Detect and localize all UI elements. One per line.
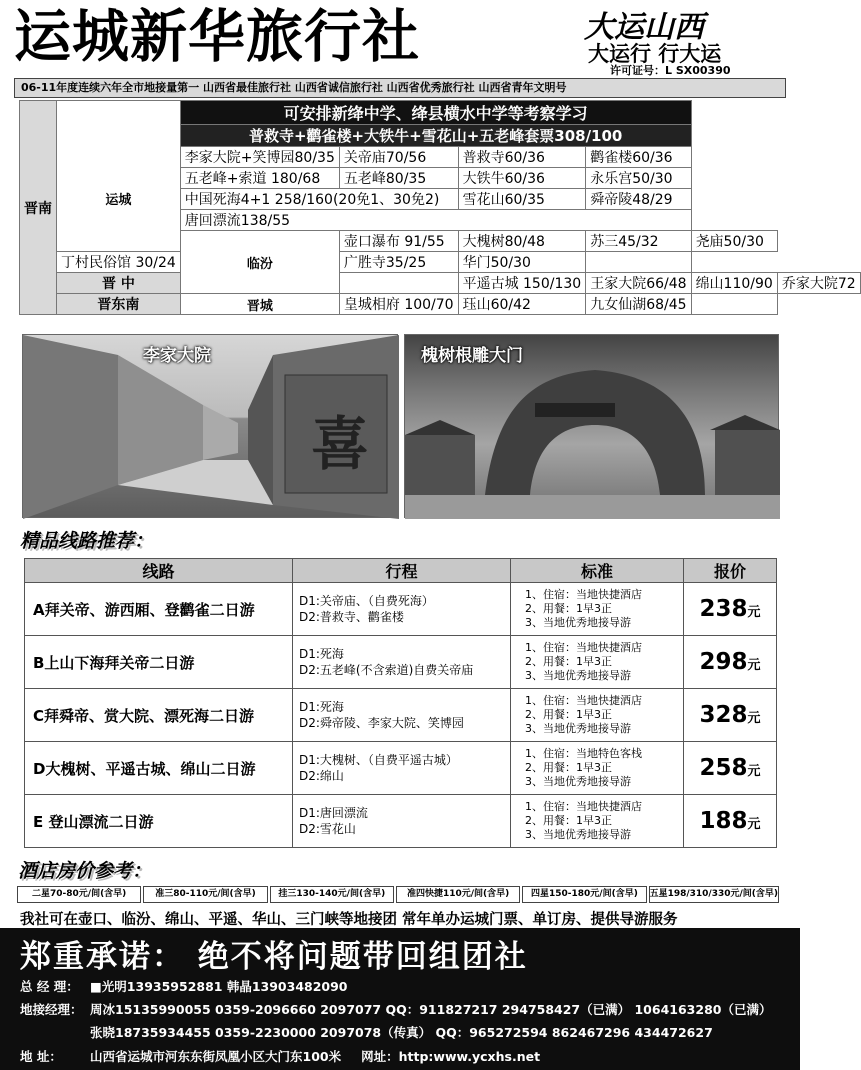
price-cell: 九女仙湖68/45 [586, 294, 691, 315]
website-label: 网址： [361, 1049, 399, 1064]
honors-bar: 06-11年度连续六年全市地接量第一 山西省最佳旅行社 山西省诚信旅行社 山西省优秀旅行社 山西省青年文明号 [14, 78, 786, 98]
region-jinnan: 晋南 [20, 101, 57, 315]
price-cell: 舜帝陵48/29 [586, 189, 691, 210]
price-cell: 华门50/30 [458, 252, 586, 273]
photo-tree-root-gate [404, 334, 779, 518]
day2: D2:五老峰(不含索道)自费关帝庙 [299, 663, 474, 677]
local-manager-line [20, 1000, 771, 1018]
city-yuncheng: 运城 [57, 147, 181, 252]
day1: D1:死海 [299, 647, 344, 661]
route-itinerary [293, 583, 511, 636]
price-cell: 鹳雀楼60/36 [586, 147, 691, 168]
route-price [684, 795, 777, 848]
day1: D1:死海 [299, 700, 344, 714]
std-meals: 2、用餐：1早3正 [525, 655, 612, 668]
price-value: 258 [699, 755, 748, 781]
price-cell: 中国死海4+1 258/160(20免1、30免2) [180, 189, 458, 210]
route-name: E 登山漂流二日游 [25, 795, 293, 848]
price-value: 188 [699, 808, 748, 834]
std-guide: 3、当地优秀地接导游 [525, 722, 631, 735]
price-value: 238 [699, 596, 748, 622]
route-name: A拜关帝、游西厢、登鹳雀二日游 [25, 583, 293, 636]
price-cell: 皇城相府 100/70 [339, 294, 458, 315]
col-header-route: 线路 [25, 559, 293, 583]
price-cell: 大槐树80/48 [458, 231, 586, 252]
price-cell: 壶口瀑布 91/55 [339, 231, 458, 252]
price-cell: 广胜寺35/25 [339, 252, 458, 273]
price-cell: 关帝庙70/56 [339, 147, 458, 168]
std-lodging: 1、住宿：当地快捷酒店 [525, 694, 642, 707]
std-guide: 3、当地优秀地接导游 [525, 828, 631, 841]
address-label: 地 址： [20, 1049, 62, 1064]
services-statement: 我社可在壶口、临汾、绵山、平遥、华山、三门峡等地接团 常年单办运城门票、单订房、提供导游服务 [20, 912, 678, 928]
price-cell: 苏三45/32 [586, 231, 691, 252]
door-character: 喜 [311, 410, 370, 478]
route-row [25, 742, 777, 795]
route-price [684, 742, 777, 795]
city-linfen: 临汾 [180, 231, 339, 294]
route-name: D大槐树、平遥古城、绵山二日游 [25, 742, 293, 795]
hotel-price-item: 五星198/310/330元/间(含早) [649, 886, 779, 903]
hotel-price-item: 准三80-110元/间(含早) [143, 886, 267, 903]
price-unit: 元 [747, 764, 761, 779]
price-unit: 元 [747, 605, 761, 620]
route-standard [511, 689, 684, 742]
route-standard [511, 742, 684, 795]
photo-caption-gate: 槐树根雕大门 [421, 346, 523, 366]
region-jinzhong: 晋 中 [57, 273, 181, 294]
route-standard [511, 636, 684, 689]
std-guide: 3、当地优秀地接导游 [525, 775, 631, 788]
route-itinerary [293, 742, 511, 795]
route-standard [511, 795, 684, 848]
day2: D2:绵山 [299, 769, 344, 783]
price-cell: 平遥古城 150/130 [458, 273, 586, 294]
day1: D1:大槐树、（自费平遥古城） [299, 753, 458, 767]
std-lodging: 1、住宿：当地快捷酒店 [525, 641, 642, 654]
hotel-price-item: 四星150-180元/间(含早) [522, 886, 646, 903]
std-meals: 2、用餐：1早3正 [525, 708, 612, 721]
hotel-price-item: 挂三130-140元/间(含早) [270, 886, 394, 903]
address-line [20, 1047, 540, 1065]
route-itinerary [293, 636, 511, 689]
ticket-price-table [19, 100, 861, 315]
price-cell: 绵山110/90 [691, 273, 777, 294]
route-row [25, 636, 777, 689]
gm-label: 总 经 理： [20, 979, 79, 994]
city-spacer [57, 101, 181, 147]
route-table [24, 558, 777, 848]
gm-line [20, 977, 348, 995]
std-meals: 2、用餐：1早3正 [525, 814, 612, 827]
price-value: 328 [699, 702, 748, 728]
day1: D1:关帝庙、（自费死海） [299, 594, 434, 608]
std-guide: 3、当地优秀地接导游 [525, 669, 631, 682]
city-spacer [339, 273, 458, 294]
route-row [25, 795, 777, 848]
price-cell [691, 294, 777, 315]
price-cell: 李家大院+笑博园80/35 [180, 147, 339, 168]
price-unit: 元 [747, 711, 761, 726]
photo-lijia-courtyard [22, 334, 398, 518]
city-jincheng: 晋城 [180, 294, 339, 315]
std-lodging: 1、住宿：当地快捷酒店 [525, 800, 642, 813]
price-cell: 尧庙50/30 [691, 231, 777, 252]
hotel-price-row [17, 886, 779, 903]
price-cell: 永乐宫50/30 [586, 168, 691, 189]
day1: D1:唐回漂流 [299, 806, 368, 820]
route-price [684, 636, 777, 689]
calligraphy-logo: 大运山西 [584, 10, 704, 45]
day2: D2:普救寺、鹳雀楼 [299, 610, 404, 624]
route-standard [511, 583, 684, 636]
route-row [25, 689, 777, 742]
banner-main: 可安排新绛中学、绛县横水中学等考察学习 [180, 101, 691, 125]
price-cell: 普救寺60/36 [458, 147, 586, 168]
license-number: 许可证号：L SX00390 [610, 64, 731, 77]
banner-package: 普救寺+鹳雀楼+大铁牛+雪花山+五老峰套票308/100 [180, 125, 691, 147]
price-cell: 五老峰80/35 [339, 168, 458, 189]
slogan: 大运行 行大运 [588, 42, 722, 66]
route-name: B上山下海拜关帝二日游 [25, 636, 293, 689]
price-cell [586, 252, 691, 273]
col-header-price: 报价 [684, 559, 777, 583]
std-guide: 3、当地优秀地接导游 [525, 616, 631, 629]
hotel-price-item: 二星70-80元/间(含早) [17, 886, 141, 903]
promise-banner: 郑重承诺： 绝不将问题带回组团社 [20, 939, 528, 975]
price-cell: 乔家大院72 [777, 273, 860, 294]
day2: D2:舜帝陵、李家大院、笑博园 [299, 716, 464, 730]
price-cell: 五老峰+索道 180/68 [180, 168, 339, 189]
address-value: 山西省运城市河东东街凤凰小区大门东100米 [90, 1049, 342, 1064]
local-contacts-2: 张晓18735934455 0359-2230000 2097078（传真） QQ：965272594 862467296 434472627 [90, 1025, 713, 1040]
col-header-standard: 标准 [511, 559, 684, 583]
std-meals: 2、用餐：1早3正 [525, 602, 612, 615]
price-cell: 丁村民俗馆 30/24 [57, 252, 181, 273]
std-lodging: 1、住宿：当地特色客栈 [525, 747, 642, 760]
website-link[interactable]: http:www.ycxhs.net [398, 1049, 541, 1064]
std-meals: 2、用餐：1早3正 [525, 761, 612, 774]
route-price [684, 583, 777, 636]
price-cell: 唐回漂流138/55 [180, 210, 691, 231]
gm-contacts: ■光明13935952881 韩晶13903482090 [90, 979, 348, 994]
routes-section-title: 精品线路推荐： [20, 530, 154, 552]
region-jindongnan: 晋东南 [57, 294, 181, 315]
route-row [25, 583, 777, 636]
day2: D2:雪花山 [299, 822, 356, 836]
route-itinerary [293, 795, 511, 848]
std-lodging: 1、住宿：当地快捷酒店 [525, 588, 642, 601]
local-contacts-1: 周冰15135990055 0359-2096660 2097077 QQ：911827217 294758427（已满） 1064163280（已满） [90, 1002, 772, 1017]
col-header-itinerary: 行程 [293, 559, 511, 583]
price-cell: 雪花山60/35 [458, 189, 586, 210]
price-cell: 大铁牛60/36 [458, 168, 586, 189]
hotels-section-title: 酒店房价参考： [18, 860, 152, 882]
price-cell: 王家大院66/48 [586, 273, 691, 294]
route-itinerary [293, 689, 511, 742]
hotel-price-item: 准四快捷110元/间(含早) [396, 886, 520, 903]
price-value: 298 [699, 649, 748, 675]
route-name: C拜舜帝、赏大院、漂死海二日游 [25, 689, 293, 742]
agency-title: 运城新华旅行社 [14, 4, 420, 70]
price-cell: 珏山60/42 [458, 294, 586, 315]
local-label: 地接经理： [20, 1002, 83, 1017]
photo-caption-lijia: 李家大院 [143, 346, 211, 366]
route-price [684, 689, 777, 742]
price-unit: 元 [747, 658, 761, 673]
price-unit: 元 [747, 817, 761, 832]
